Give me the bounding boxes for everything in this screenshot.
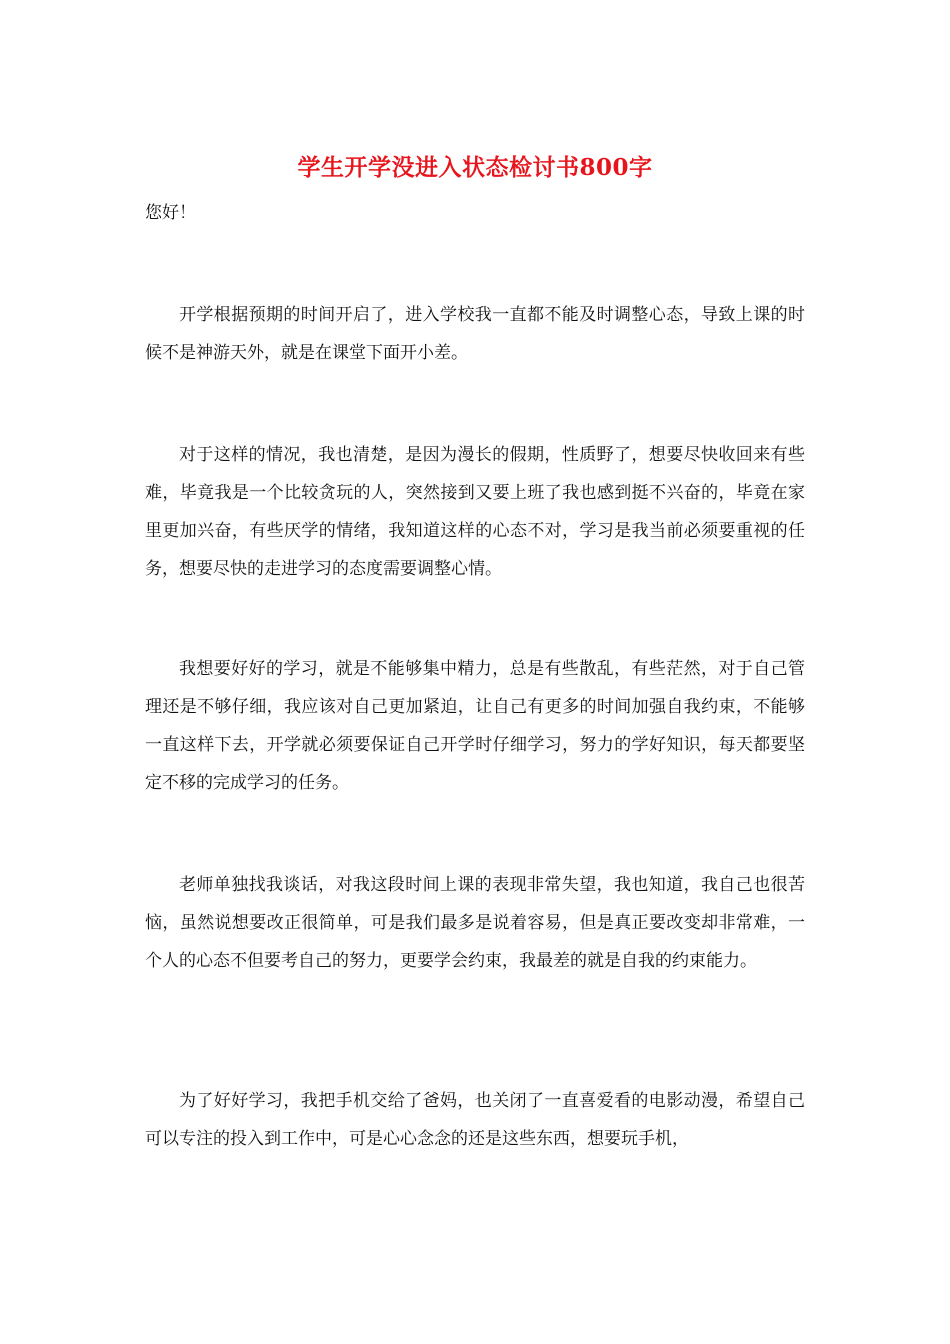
- paragraph-1: 开学根据预期的时间开启了，进入学校我一直都不能及时调整心态，导致上课的时候不是神游天外，就是在课堂下面开小差。: [145, 305, 805, 363]
- paragraph-2: 对于这样的情况，我也清楚，是因为漫长的假期，性质野了，想要尽快收回来有些难，毕竟我是一个比较贪玩的人，突然接到又要上班了我也感到挺不兴奋的，毕竟在家里更加兴奋，有些厌学的情绪，我知道这样的心态不对，学习是我当前必须要重视的任务，想要尽快的走进学习的态度需要调整心情。: [145, 445, 805, 579]
- document-title: 学生开学没进入状态检讨书800字: [297, 154, 653, 181]
- paragraph-5: 为了好好学习，我把手机交给了爸妈，也关闭了一直喜爱看的电影动漫，希望自己可以专注的投入到工作中，可是心心念念的还是这些东西，想要玩手机，: [145, 1091, 805, 1149]
- paragraph-4: 老师单独找我谈话，对我这段时间上课的表现非常失望，我也知道，我自己也很苦恼，虽然说想要改正很简单，可是我们最多是说着容易，但是真正要改变却非常难，一个人的心态不但要考自己的努力，更要学会约束，我最差的就是自我的约束能力。: [145, 875, 805, 971]
- greeting: 您好！: [145, 203, 196, 223]
- paragraph-3: 我想要好好的学习，就是不能够集中精力，总是有些散乱，有些茫然，对于自己管理还是不够仔细，我应该对自己更加紧迫，让自己有更多的时间加强自我约束，不能够一直这样下去，开学就必须要保证自己开学时仔细学习，努力的学好知识，每天都要坚定不移的完成学习的任务。: [145, 659, 805, 793]
